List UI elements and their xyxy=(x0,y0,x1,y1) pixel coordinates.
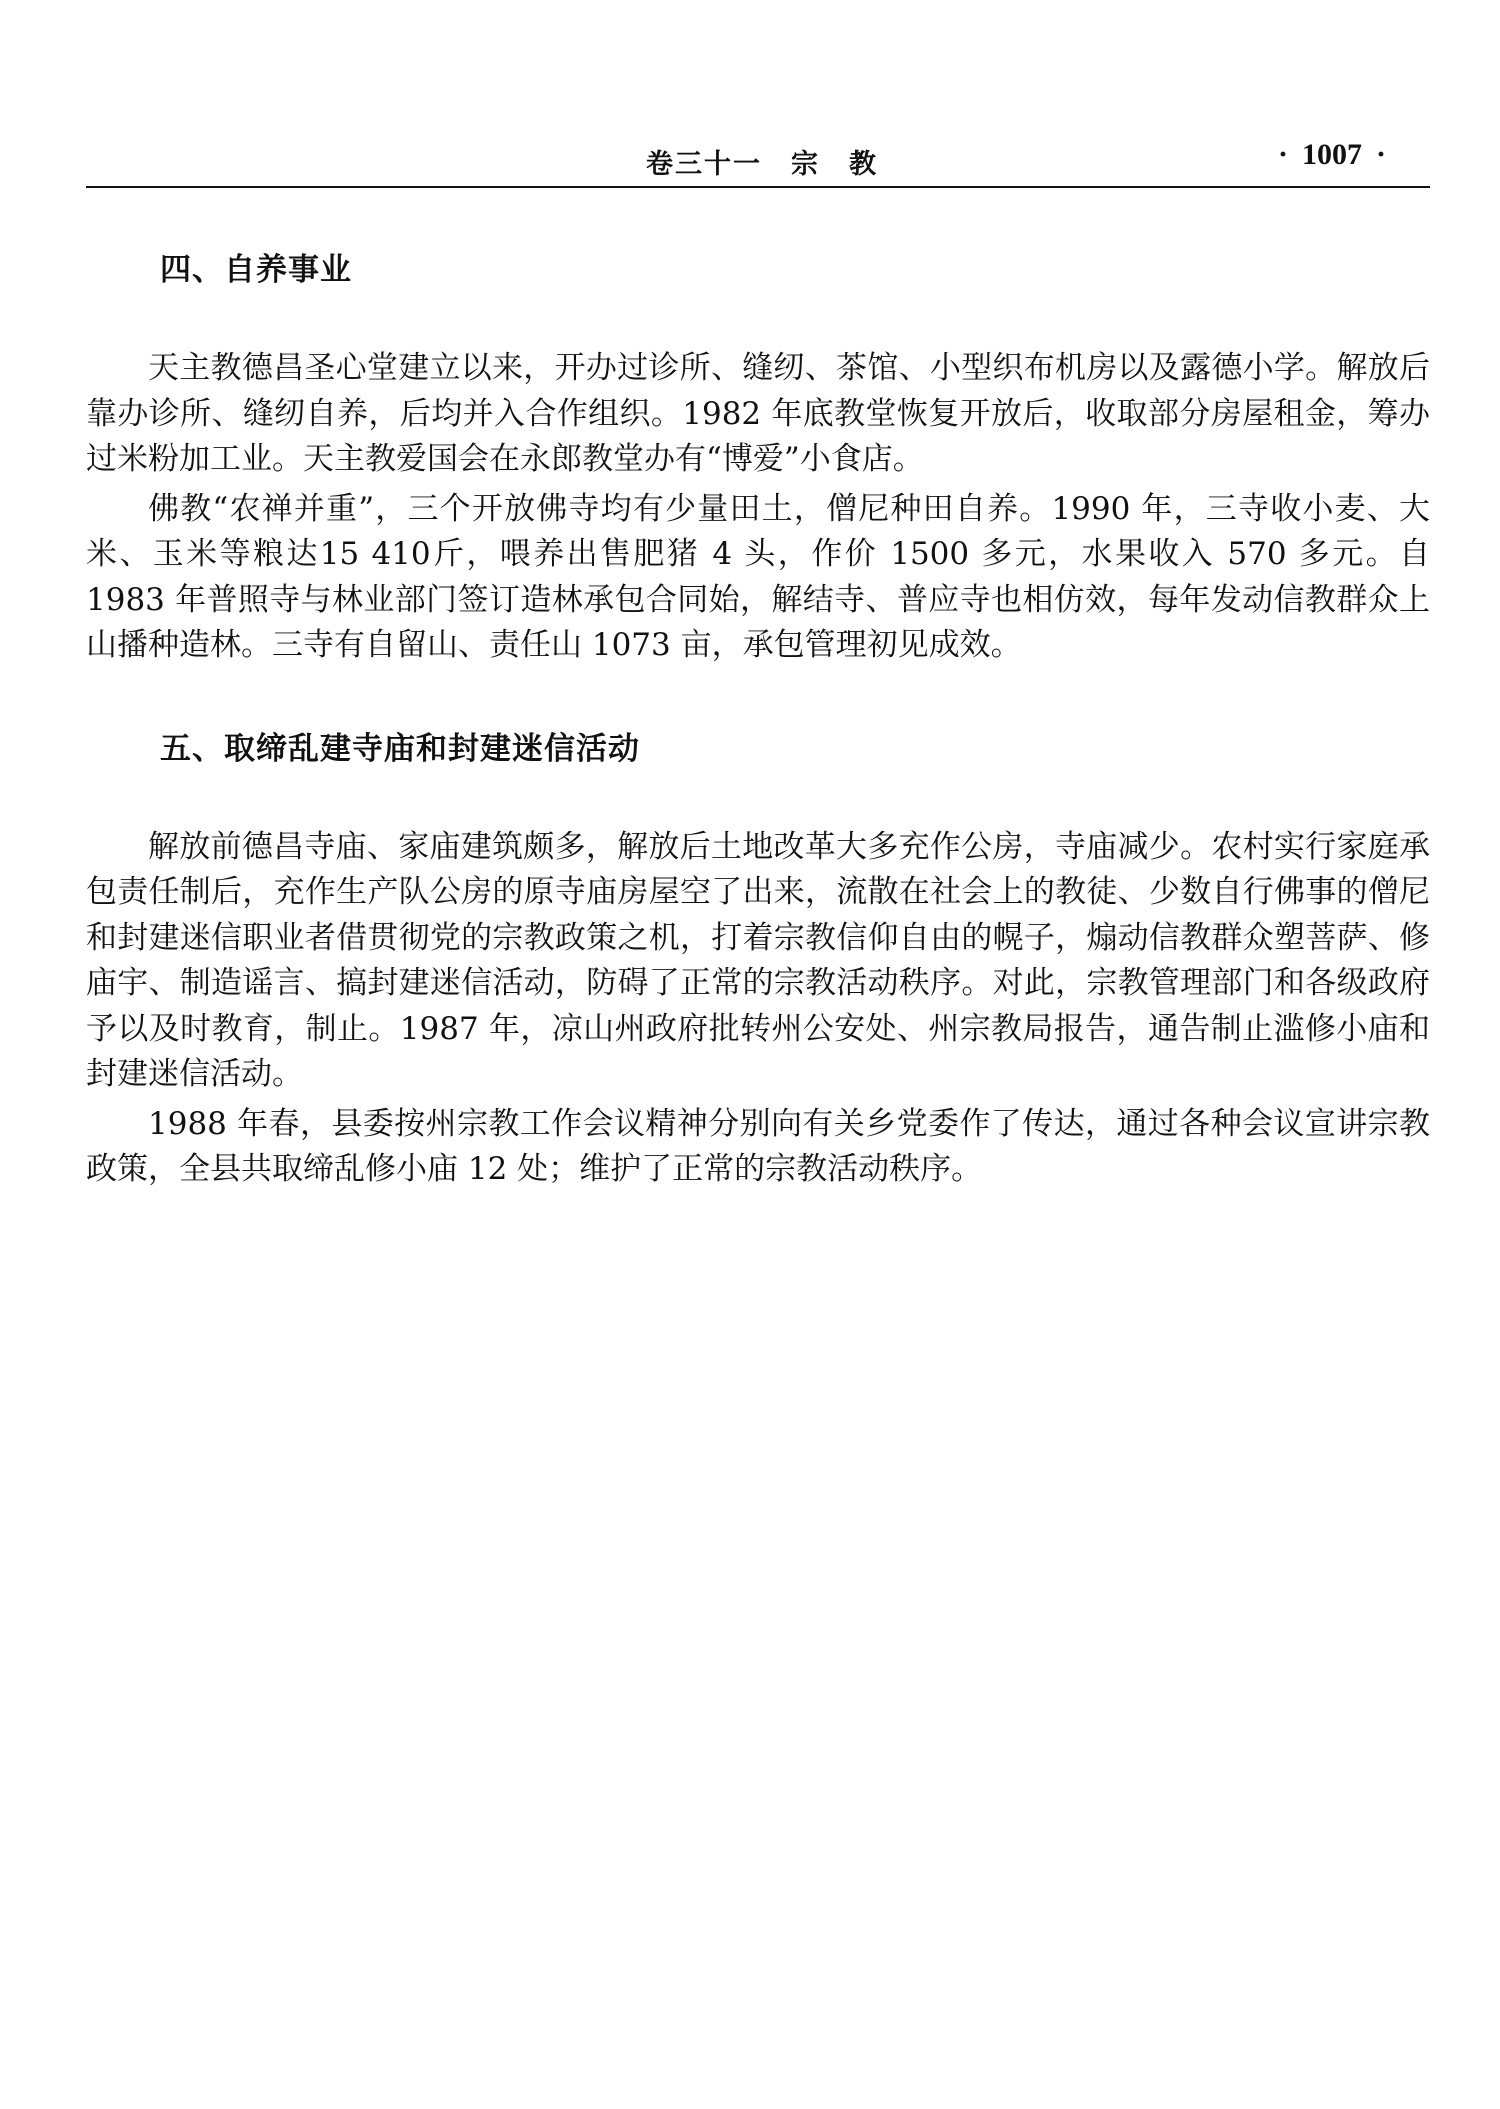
paragraph: 1988 年春，县委按州宗教工作会议精神分别向有关乡党委作了传达，通过各种会议宣讲宗教政策，全县共取缔乱修小庙 12 处；维护了正常的宗教活动秩序。 xyxy=(86,1105,1430,1187)
running-header xyxy=(86,134,1430,188)
paragraph: 解放前德昌寺庙、家庙建筑颇多，解放后土地改革大多充作公房，寺庙减少。农村实行家庭承包责任制后，充作生产队公房的原寺庙房屋空了出来，流散在社会上的教徒、少数自行佛事的僧尼和封建迷信职业者借贯彻党的宗教政策之机，打着宗教信仰自由的幌子，煽动信教群众塑菩萨、修庙宇、制造谣言、搞封建迷信活动，防碍了正常的宗教活动秩序。对此，宗教管理部门和各级政府予以及时教育，制止。1987 年，凉山州政府批转州公安处、州宗教局报告，通告制止滥修小庙和封建迷信活动。 xyxy=(86,828,1430,1092)
page-number: 1007 xyxy=(1301,138,1362,171)
chapter-title: 卷三十一 宗 教 xyxy=(646,149,878,180)
paragraph: 天主教德昌圣心堂建立以来，开办过诊所、缝纫、茶馆、小型织布机房以及露德小学。解放后靠办诊所、缝纫自养，后均并入合作组织。1982 年底教堂恢复开放后，收取部分房屋租金，筹办过米粉加工业。天主教爱国会在永郎教堂办有“博爱”小食店。 xyxy=(86,350,1430,477)
paragraph: 佛教“农禅并重”，三个开放佛寺均有少量田土，僧尼种田自养。1990 年，三寺收小麦、大米、玉米等粮达15 410斤，喂养出售肥猪 4 头，作价 1500 多元，水果收入 570 多元。自 1983 年普照寺与林业部门签订造林承包合同始，解结寺、普应寺也相仿效，每年发动信教群众上山播种造林。三寺有自留山、责任山 1073 亩，承包管理初见成效。 xyxy=(86,490,1430,663)
section-heading-5: 五、取缔乱建寺庙和封建迷信活动 xyxy=(160,730,640,767)
section-heading-4: 四、自养事业 xyxy=(160,252,352,288)
page-body xyxy=(86,250,1430,1193)
page-number-group: · 1007 · xyxy=(1277,138,1386,171)
